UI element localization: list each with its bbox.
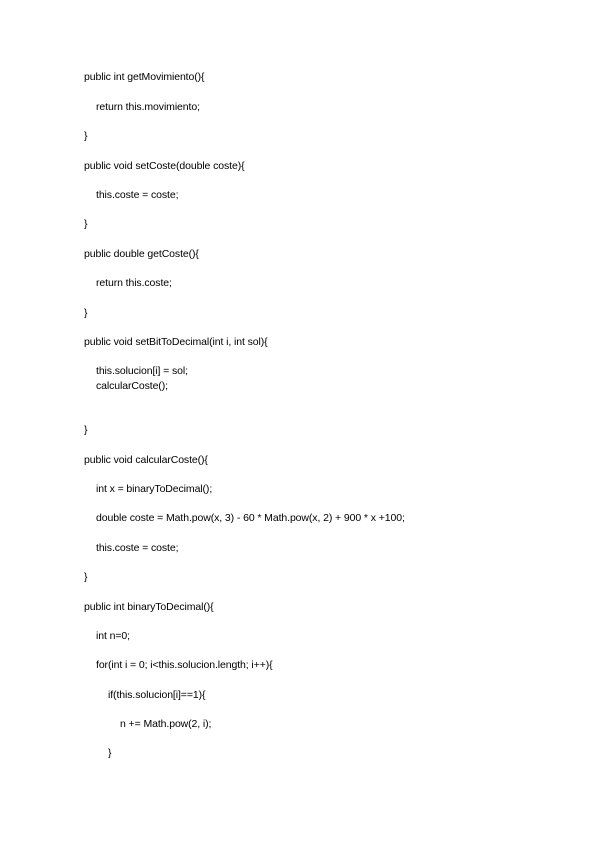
code-line: public void setBitToDecimal(int i, int sol){ xyxy=(84,336,268,348)
code-line: return this.coste; xyxy=(96,277,172,289)
code-line: this.solucion[i] = sol; xyxy=(96,365,188,377)
code-line: double coste = Math.pow(x, 3) - 60 * Math.pow(x, 2) + 900 * x +100; xyxy=(96,512,405,524)
code-line: n += Math.pow(2, i); xyxy=(120,718,212,730)
code-line: int n=0; xyxy=(96,630,130,642)
code-line: int x = binaryToDecimal(); xyxy=(96,483,213,495)
code-line: return this.movimiento; xyxy=(96,101,200,113)
code-line: this.coste = coste; xyxy=(96,542,179,554)
code-line: } xyxy=(84,307,88,319)
code-line: } xyxy=(108,747,112,759)
code-line: } xyxy=(84,130,88,142)
code-line: } xyxy=(84,218,88,230)
code-line: public int getMovimiento(){ xyxy=(84,71,205,83)
code-line: public void calcularCoste(){ xyxy=(84,454,208,466)
code-line: calcularCoste(); xyxy=(96,380,168,392)
code-line: public double getCoste(){ xyxy=(84,248,199,260)
code-line: } xyxy=(84,424,88,436)
code-line: this.coste = coste; xyxy=(96,189,179,201)
code-line: for(int i = 0; i<this.solucion.length; i++){ xyxy=(96,659,273,671)
code-line: public int binaryToDecimal(){ xyxy=(84,601,214,613)
code-line: } xyxy=(84,571,88,583)
code-line: if(this.solucion[i]==1){ xyxy=(108,689,206,701)
code-line: public void setCoste(double coste){ xyxy=(84,160,245,172)
